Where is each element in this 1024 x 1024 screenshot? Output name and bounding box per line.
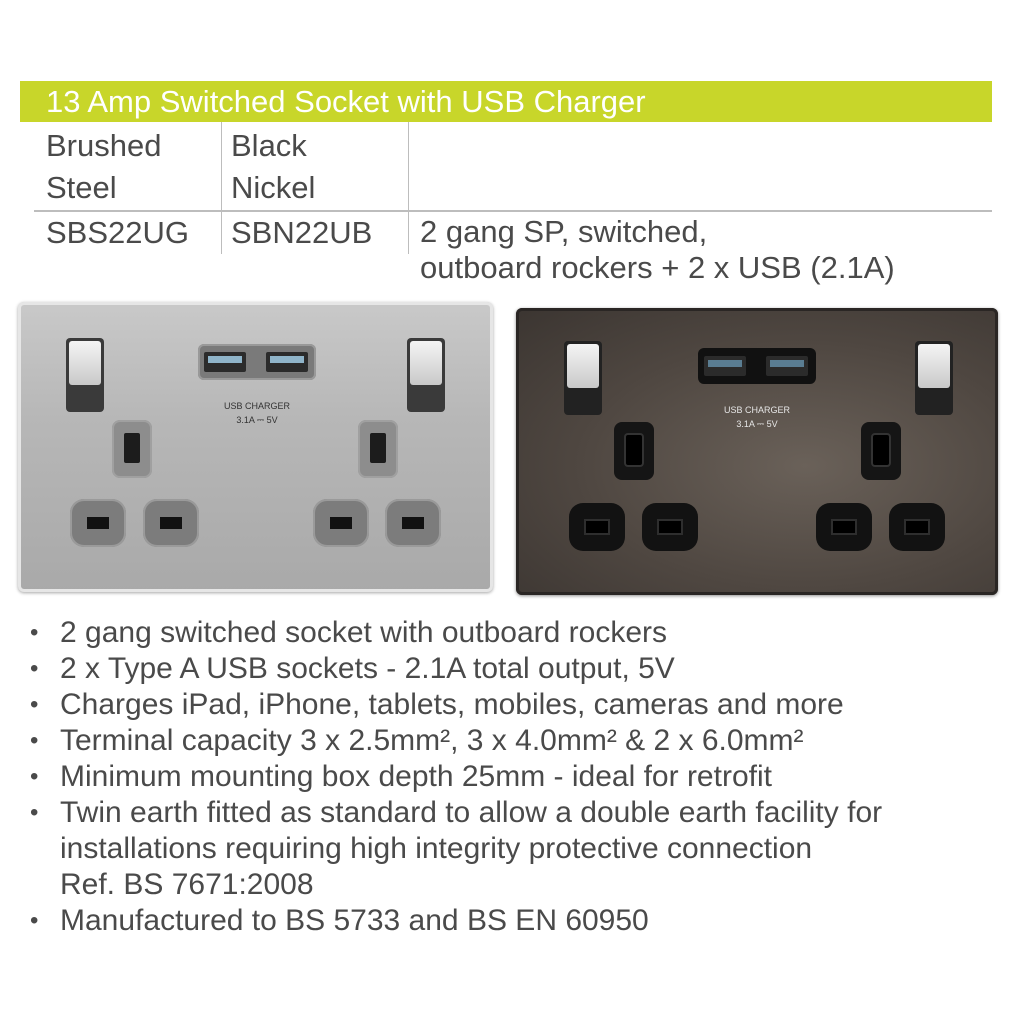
usb-charger-label: USB CHARGER <box>723 405 790 415</box>
usb-charger-label: USB CHARGER <box>223 401 290 411</box>
usb-ports <box>698 348 816 384</box>
feature-item: • Charges iPad, iPhone, tablets, mobiles, cameras and more <box>30 688 844 721</box>
usb-rating-label: 3.1A ⎓ 5V <box>736 419 778 429</box>
usb-port <box>704 356 746 376</box>
col2-header-line2: Nickel <box>231 170 316 205</box>
neutral-pin-slot <box>385 499 441 547</box>
feature-item: • Terminal capacity 3 x 2.5mm², 3 x 4.0mm² & 2 x 6.0mm² <box>30 724 804 757</box>
earth-pin-slot <box>861 422 901 480</box>
left-rocker-switch <box>66 338 104 412</box>
neutral-pin-slot <box>642 503 698 551</box>
earth-pin-slot <box>614 422 654 480</box>
feature-item-continuation: installations requiring high integrity protective connection <box>60 832 813 865</box>
feature-item: • Minimum mounting box depth 25mm - ideal for retrofit <box>30 760 772 793</box>
feature-item-continuation: Ref. BS 7671:2008 <box>60 868 314 901</box>
feature-item: • Twin earth fitted as standard to allow a double earth facility for <box>30 796 883 829</box>
live-pin-slot <box>70 499 126 547</box>
col2-product-code: SBN22UB <box>231 215 373 250</box>
live-pin-slot <box>569 503 625 551</box>
usb-ports <box>198 344 316 380</box>
page-title: 13 Amp Switched Socket with USB Charger <box>46 84 646 119</box>
right-rocker-switch <box>915 341 953 415</box>
description-line1: 2 gang SP, switched, <box>420 214 708 249</box>
column-divider <box>408 212 409 254</box>
title-banner <box>20 81 992 122</box>
feature-item: • 2 gang switched socket with outboard rockers <box>30 616 667 649</box>
live-pin-slot <box>816 503 872 551</box>
black-nickel-socket-image <box>516 308 998 595</box>
feature-item: • 2 x Type A USB sockets - 2.1A total output, 5V <box>30 652 675 685</box>
col1-header-line1: Brushed <box>46 128 162 163</box>
usb-port <box>766 356 808 376</box>
spec-table <box>0 122 1024 292</box>
feature-list <box>30 615 1010 939</box>
col1-header-line2: Steel <box>46 170 117 205</box>
live-pin-slot <box>313 499 369 547</box>
neutral-pin-slot <box>889 503 945 551</box>
description-line2: outboard rockers + 2 x USB (2.1A) <box>420 250 895 285</box>
earth-pin-slot <box>358 420 398 478</box>
usb-rating-label: 3.1A ⎓ 5V <box>236 415 278 425</box>
column-divider <box>221 122 222 210</box>
brushed-steel-socket-image <box>18 302 493 592</box>
column-divider <box>408 122 409 210</box>
col2-header-line1: Black <box>231 128 307 163</box>
usb-port <box>266 352 308 372</box>
col1-product-code: SBS22UG <box>46 215 190 250</box>
earth-pin-slot <box>112 420 152 478</box>
column-divider <box>221 212 222 254</box>
left-rocker-switch <box>564 341 602 415</box>
feature-item: • Manufactured to BS 5733 and BS EN 60950 <box>30 904 649 937</box>
neutral-pin-slot <box>143 499 199 547</box>
right-rocker-switch <box>407 338 445 412</box>
usb-port <box>204 352 246 372</box>
